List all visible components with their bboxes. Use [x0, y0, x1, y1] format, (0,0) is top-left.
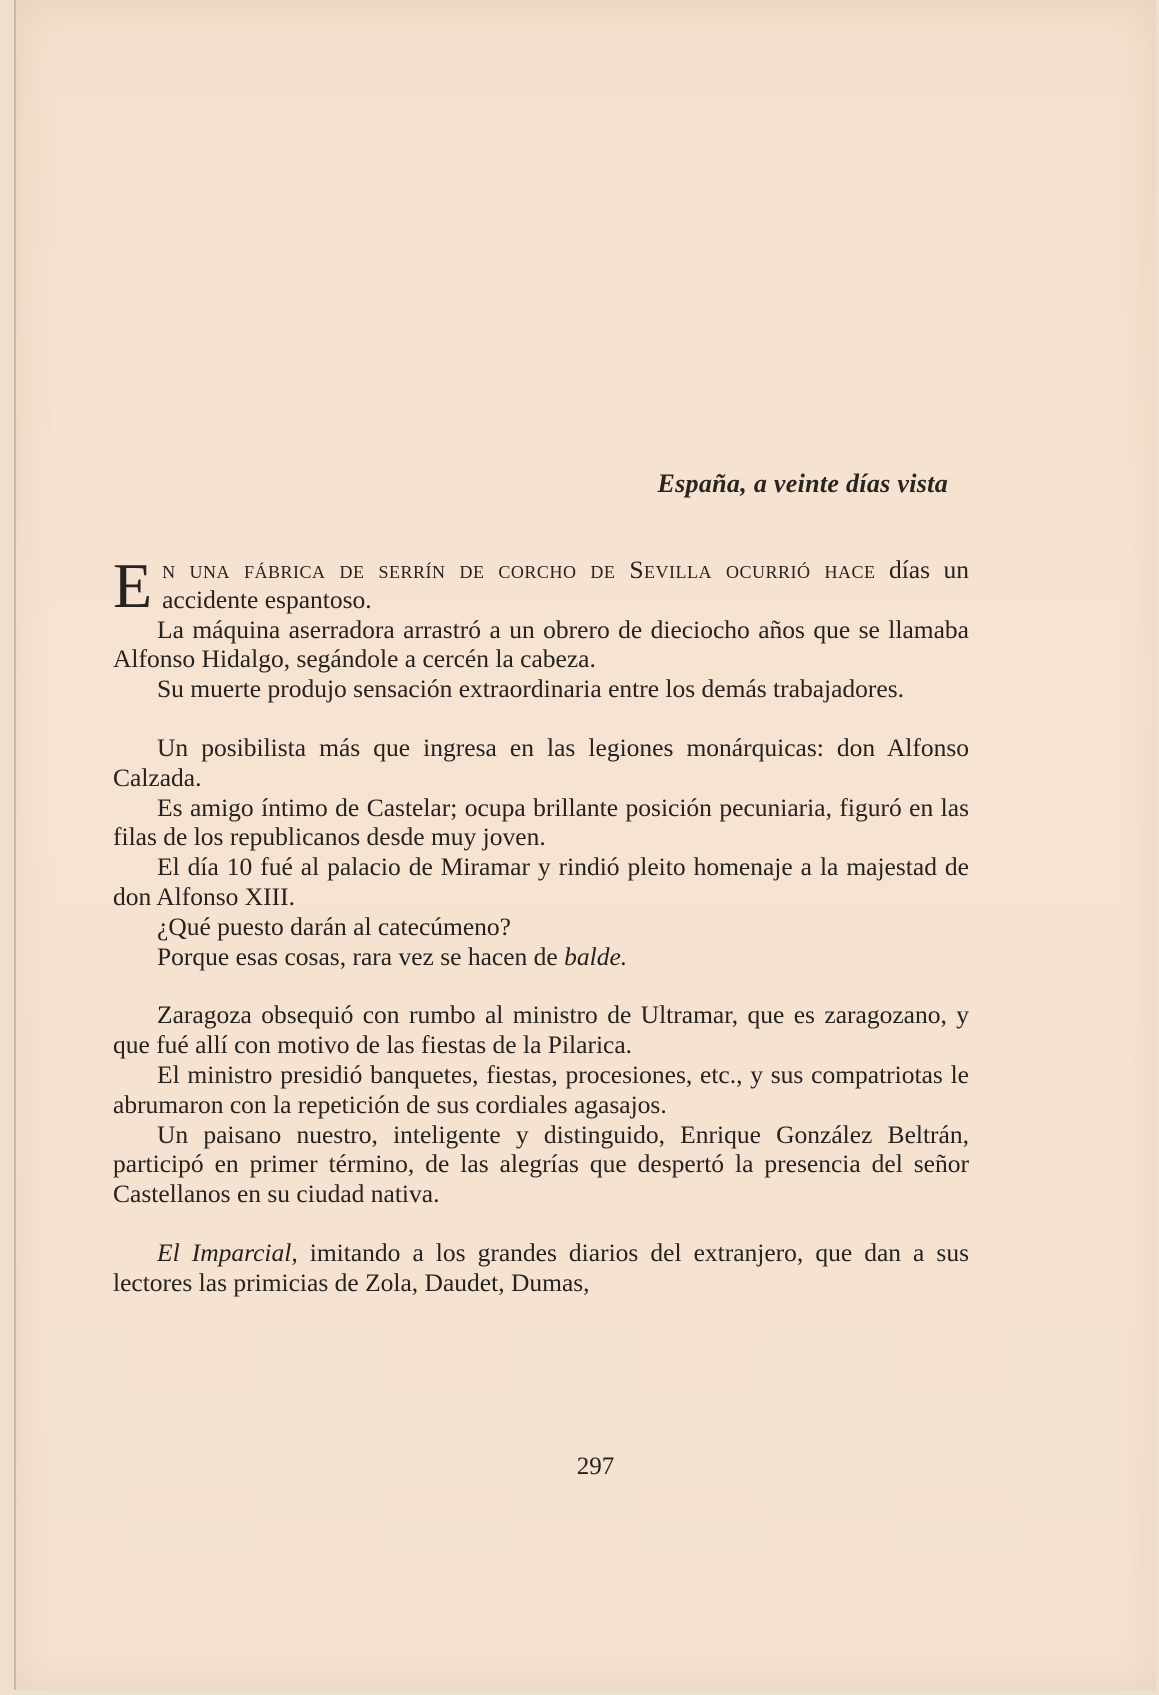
italic-word: balde.	[564, 941, 628, 971]
lead-small-caps: n una fábrica de serrín de corcho de Sevilla ocurrió hace	[162, 555, 876, 584]
paragraph: Zaragoza obsequió con rumbo al ministro de Ultramar, que es zaragozano, y que fué allí con motivo de las fiestas de la Pilarica.	[113, 1000, 969, 1060]
paragraph: ¿Qué puesto darán al catecúmeno?	[157, 911, 511, 941]
paragraph-text: Porque esas cosas, rara vez se hacen de	[157, 941, 558, 971]
paragraph: La máquina aserradora arrastró a un obrero de dieciocho años que se llamaba Alfonso Hidalgo, segándole a cercén la cabeza.	[113, 614, 969, 674]
paragraph: Un posibilista más que ingresa en las legiones monárquicas: don Alfonso Calzada.	[113, 732, 969, 792]
book-page	[14, 0, 1156, 1690]
paragraph: El día 10 fué al palacio de Miramar y rindió pleito homenaje a la majestad de don Alfonso XIII.	[113, 852, 969, 911]
paragraph	[113, 942, 969, 972]
paragraph: Es amigo íntimo de Castelar; ocupa brillante posición pecuniaria, figuró en las filas de los republicanos desde muy joven.	[113, 792, 969, 852]
paragraph: Un paisano nuestro, inteligente y distinguido, Enrique González Beltrán, participó en primer término, de las alegrías que despertó la presencia del señor Castellanos en su ciudad nativa.	[113, 1119, 969, 1209]
section-gap	[113, 704, 969, 733]
section-gap	[113, 971, 969, 1000]
paragraph: El ministro presidió banquetes, fiestas, procesiones, etc., y sus compatriotas le abrumaron con la repetición de sus cordiales agasajos.	[113, 1059, 969, 1119]
newspaper-title: El Imparcial,	[157, 1237, 298, 1267]
paragraph: Su muerte produjo sensación extraordinaria entre los demás trabajadores.	[157, 674, 905, 704]
lead-rest: días un accidente espantoso.	[162, 555, 969, 614]
running-head: España, a veinte días vista	[657, 469, 948, 498]
page-number: 297	[576, 1453, 615, 1480]
body-text	[113, 550, 970, 1298]
paragraph	[113, 1238, 969, 1298]
section-gap	[113, 1209, 969, 1238]
lead-paragraph	[113, 550, 969, 621]
drop-cap: E	[113, 550, 153, 621]
paragraph-text: imitando a los grandes diarios del extranjero, que dan a sus lectores las primicias de Zola, Daudet, Dumas,	[113, 1237, 970, 1297]
